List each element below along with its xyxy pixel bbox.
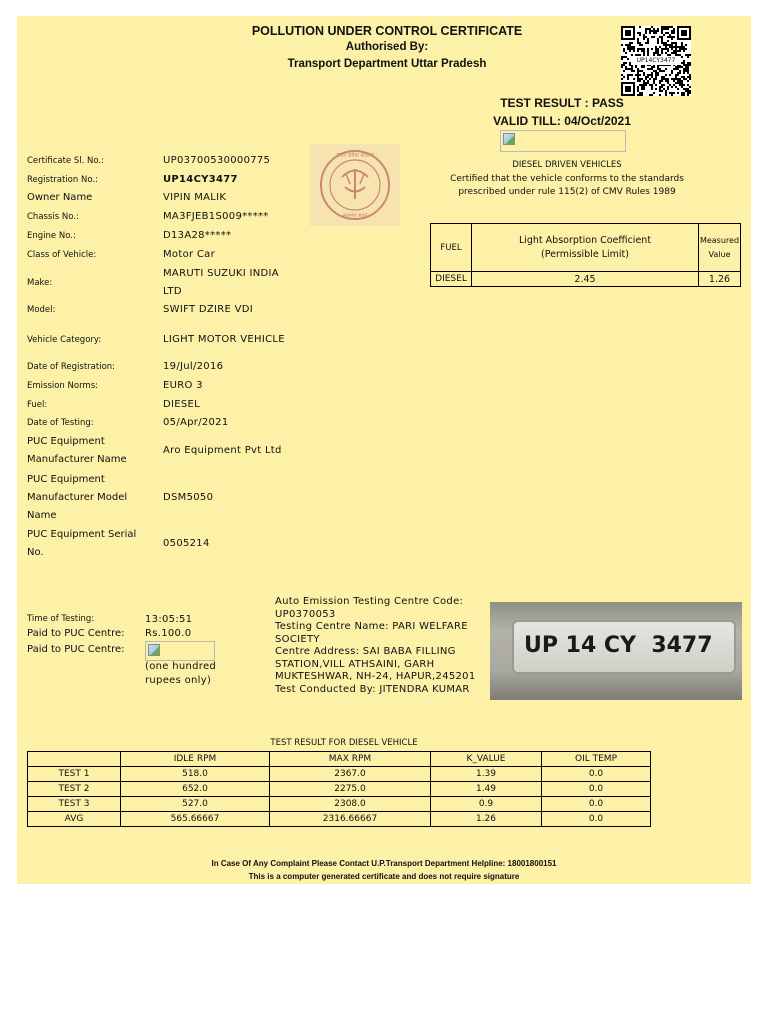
results-cell: 2367.0 <box>270 767 431 782</box>
table-row <box>28 797 651 812</box>
results-header-cell: IDLE RPM <box>121 752 270 767</box>
measured-value-cell: 1.26 <box>699 272 741 287</box>
time-of-testing-label: Time of Testing: <box>27 614 95 624</box>
paid-words: (one hundred rupees only) <box>145 661 217 686</box>
detail-value: SWIFT DZIRE VDI <box>163 304 253 315</box>
time-of-testing-value: 13:05:51 <box>145 614 193 625</box>
results-cell: 652.0 <box>121 782 270 797</box>
results-cell: 518.0 <box>121 767 270 782</box>
results-table <box>27 751 651 827</box>
results-cell: 2275.0 <box>270 782 431 797</box>
results-cell: AVG <box>28 812 121 827</box>
detail-value: MA3FJEB1S009***** <box>163 211 269 222</box>
signature-note: This is a computer generated certificate and does not require signature <box>248 872 520 881</box>
valid-till: VALID TILL: 04/Oct/2021 <box>493 114 631 128</box>
plate-text: UP 14 CY 3477 <box>524 633 713 658</box>
results-cell: 0.0 <box>542 797 651 812</box>
qr-caption: UP14CY3477 <box>631 56 681 65</box>
results-cell: 565.66667 <box>121 812 270 827</box>
number-plate-photo <box>490 602 742 700</box>
detail-value: UP03700530000775 <box>163 155 271 166</box>
detail-value: Aro Equipment Pvt Ltd <box>163 445 282 456</box>
table-row <box>28 767 651 782</box>
results-cell: 0.9 <box>431 797 542 812</box>
certificate-title: POLLUTION UNDER CONTROL CERTIFICATE <box>251 24 523 38</box>
detail-label: Make: <box>27 278 53 288</box>
detail-label: Fuel: <box>27 400 48 410</box>
results-header-cell: OIL TEMP <box>542 752 651 767</box>
broken-image <box>145 641 215 661</box>
detail-label: PUC Equipment Manufacturer Name <box>27 436 127 465</box>
detail-value: UP14CY3477 <box>163 174 238 185</box>
detail-value: 0505214 <box>163 538 210 549</box>
detail-label: Engine No.: <box>27 231 76 241</box>
seal-top-text: उत्तर प्रदेश शासन <box>336 152 374 159</box>
certificate-page <box>17 16 751 884</box>
coeff-col-header: Light Absorption Coefficient (Permissible Limit) <box>472 224 699 272</box>
paid-label-2: Paid to PUC Centre: <box>27 644 125 655</box>
centre-name: Testing Centre Name: PARI WELFARE SOCIETY <box>275 621 468 645</box>
test-result: TEST RESULT : PASS <box>500 96 624 110</box>
detail-value: 05/Apr/2021 <box>163 417 229 428</box>
detail-label: PUC Equipment Manufacturer Model Name <box>27 474 128 521</box>
detail-value: MARUTI SUZUKI INDIA LTD <box>163 268 279 297</box>
results-cell: 1.49 <box>431 782 542 797</box>
results-cell: TEST 2 <box>28 782 121 797</box>
permissible-limit-cell: 2.45 <box>472 272 699 287</box>
detail-value: 19/Jul/2016 <box>163 361 224 372</box>
detail-label: Certificate Sl. No.: <box>27 156 104 166</box>
seal-bottom-text: सत्यमेव जयते <box>342 213 368 219</box>
certified-text: Certified that the vehicle conforms to the standards prescribed under rule 115(2) of CMV Rules 1989 <box>450 174 684 197</box>
detail-label: Emission Norms: <box>27 381 98 391</box>
results-cell: 1.39 <box>431 767 542 782</box>
up-government-seal <box>310 144 400 226</box>
detail-value: D13A28***** <box>163 230 232 241</box>
results-cell: 527.0 <box>121 797 270 812</box>
results-title: TEST RESULT FOR DIESEL VEHICLE <box>270 738 418 748</box>
centre-code: UP0370053 <box>275 608 336 620</box>
detail-label: PUC Equipment Serial No. <box>27 529 137 558</box>
detail-value: DSM5050 <box>163 492 214 503</box>
authorised-by: Authorised By: <box>345 41 429 53</box>
results-cell: TEST 3 <box>28 797 121 812</box>
centre-code-label: Auto Emission Testing Centre Code: <box>275 596 464 607</box>
detail-value: EURO 3 <box>163 380 203 391</box>
detail-label: Class of Vehicle: <box>27 250 97 260</box>
department-name: Transport Department Uttar Pradesh <box>287 58 487 70</box>
detail-label: Date of Registration: <box>27 362 116 372</box>
detail-label: Chassis No.: <box>27 212 79 222</box>
results-cell: 0.0 <box>542 812 651 827</box>
detail-label: Registration No.: <box>27 175 98 185</box>
paid-label: Paid to PUC Centre: <box>27 628 125 639</box>
results-header-cell: MAX RPM <box>270 752 431 767</box>
results-header-cell <box>28 752 121 767</box>
results-header-cell: K_VALUE <box>431 752 542 767</box>
fuel-limit-table <box>430 223 741 287</box>
qr-code <box>621 26 691 96</box>
detail-value: DIESEL <box>163 399 201 410</box>
measured-col-header: Measured Value <box>699 224 741 272</box>
detail-value: Motor Car <box>163 249 215 260</box>
detail-value: VIPIN MALIK <box>163 192 227 203</box>
centre-address: Centre Address: SAI BABA FILLING STATION,VILL ATHSAINI, GARH MUKTESHWAR, NH-24, HAPUR,245201 <box>275 646 476 682</box>
fuel-col-header: FUEL <box>431 224 472 272</box>
fuel-type-cell: DIESEL <box>431 272 472 287</box>
detail-value: LIGHT MOTOR VEHICLE <box>163 334 285 345</box>
table-row <box>28 812 651 827</box>
detail-label: Owner Name <box>27 192 93 203</box>
number-plate <box>512 620 736 674</box>
detail-label: Vehicle Category: <box>27 335 102 345</box>
complaint-text: In Case Of Any Complaint Please Contact U.P.Transport Department Helpline: 18001800151 <box>211 859 557 868</box>
paid-value: Rs.100.0 <box>145 628 192 639</box>
table-row <box>28 782 651 797</box>
detail-label: Model: <box>27 305 56 315</box>
centre-info <box>275 596 490 696</box>
results-cell: 2308.0 <box>270 797 431 812</box>
results-cell: 0.0 <box>542 782 651 797</box>
diesel-heading: DIESEL DRIVEN VEHICLES <box>512 160 622 170</box>
detail-label: Date of Testing: <box>27 418 94 428</box>
results-cell: 1.26 <box>431 812 542 827</box>
results-cell: 2316.66667 <box>270 812 431 827</box>
results-cell: TEST 1 <box>28 767 121 782</box>
results-cell: 0.0 <box>542 767 651 782</box>
broken-image <box>500 130 626 152</box>
conducted-by: Test Conducted By: JITENDRA KUMAR <box>275 683 470 695</box>
